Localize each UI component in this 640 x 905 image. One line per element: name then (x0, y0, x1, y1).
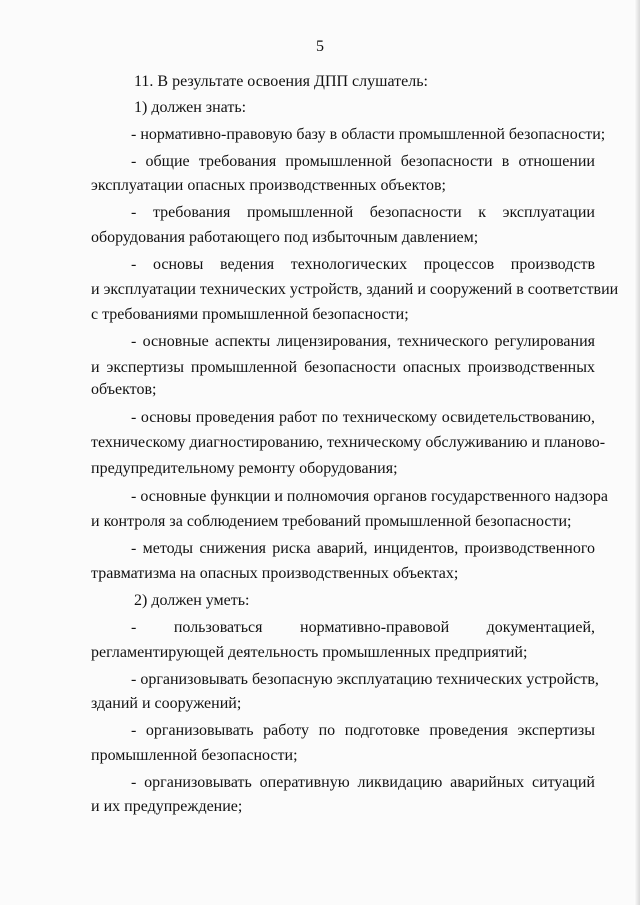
list-item-line: - общие требования промышленной безопасности в отношении (131, 153, 595, 170)
list-item-line: - пользоваться нормативно-правовой документацией, (131, 619, 595, 636)
list-item-line: и экспертизы промышленной безопасности опасных производственных (91, 359, 595, 376)
list-item-line: - основные аспекты лицензирования, технического регулирования (131, 333, 595, 350)
list-item-line: - методы снижения риска аварий, инцидентов, производственного (131, 540, 595, 557)
list-item-line: и их предупреждение; (91, 798, 243, 815)
section-heading: 11. В результате освоения ДПП слушатель: (134, 73, 428, 90)
list-item-line: регламентирующей деятельность промышленных предприятий; (91, 644, 528, 661)
list-item-line: предупредительному ремонту оборудования; (91, 460, 398, 477)
list-item-line: с требованиями промышленной безопасности; (91, 306, 409, 323)
list-item-line: - основы проведения работ по техническому освидетельствованию, (131, 409, 595, 426)
list-item-line: - организовывать оперативную ликвидацию аварийных ситуаций (131, 774, 595, 791)
subsection-know: 1) должен знать: (134, 99, 247, 116)
list-item-line: травматизма на опасных производственных объектах; (91, 565, 459, 582)
list-item-line: - организовывать работу по подготовке проведения экспертизы (131, 722, 595, 739)
list-item-line: зданий и сооружений; (91, 695, 242, 712)
list-item-line: и контроля за соблюдением требований промышленной безопасности; (91, 513, 572, 530)
list-item-line: и эксплуатации технических устройств, зданий и сооружений в соответствии (91, 281, 619, 298)
page-edge-shadow (634, 0, 640, 905)
list-item-line: - основы ведения технологических процессов производств (131, 256, 595, 273)
list-item-line: - организовывать безопасную эксплуатацию технических устройств, (131, 671, 599, 688)
list-item-line: - нормативно-правовую базу в области промышленной безопасности; (131, 126, 606, 143)
list-item-line: техническому диагностированию, техническому обслуживанию и планово- (91, 434, 606, 451)
list-item-line: - требования промышленной безопасности к эксплуатации (131, 204, 595, 221)
list-item-line: промышленной безопасности; (91, 747, 298, 764)
subsection-can: 2) должен уметь: (134, 592, 250, 609)
list-item-line: объектов; (91, 381, 157, 398)
list-item-line: эксплуатации опасных производственных объектов; (91, 177, 446, 194)
page-number: 5 (316, 38, 324, 55)
list-item-line: оборудования работающего под избыточным давлением; (91, 229, 479, 246)
list-item-line: - основные функции и полномочия органов государственного надзора (131, 488, 608, 505)
